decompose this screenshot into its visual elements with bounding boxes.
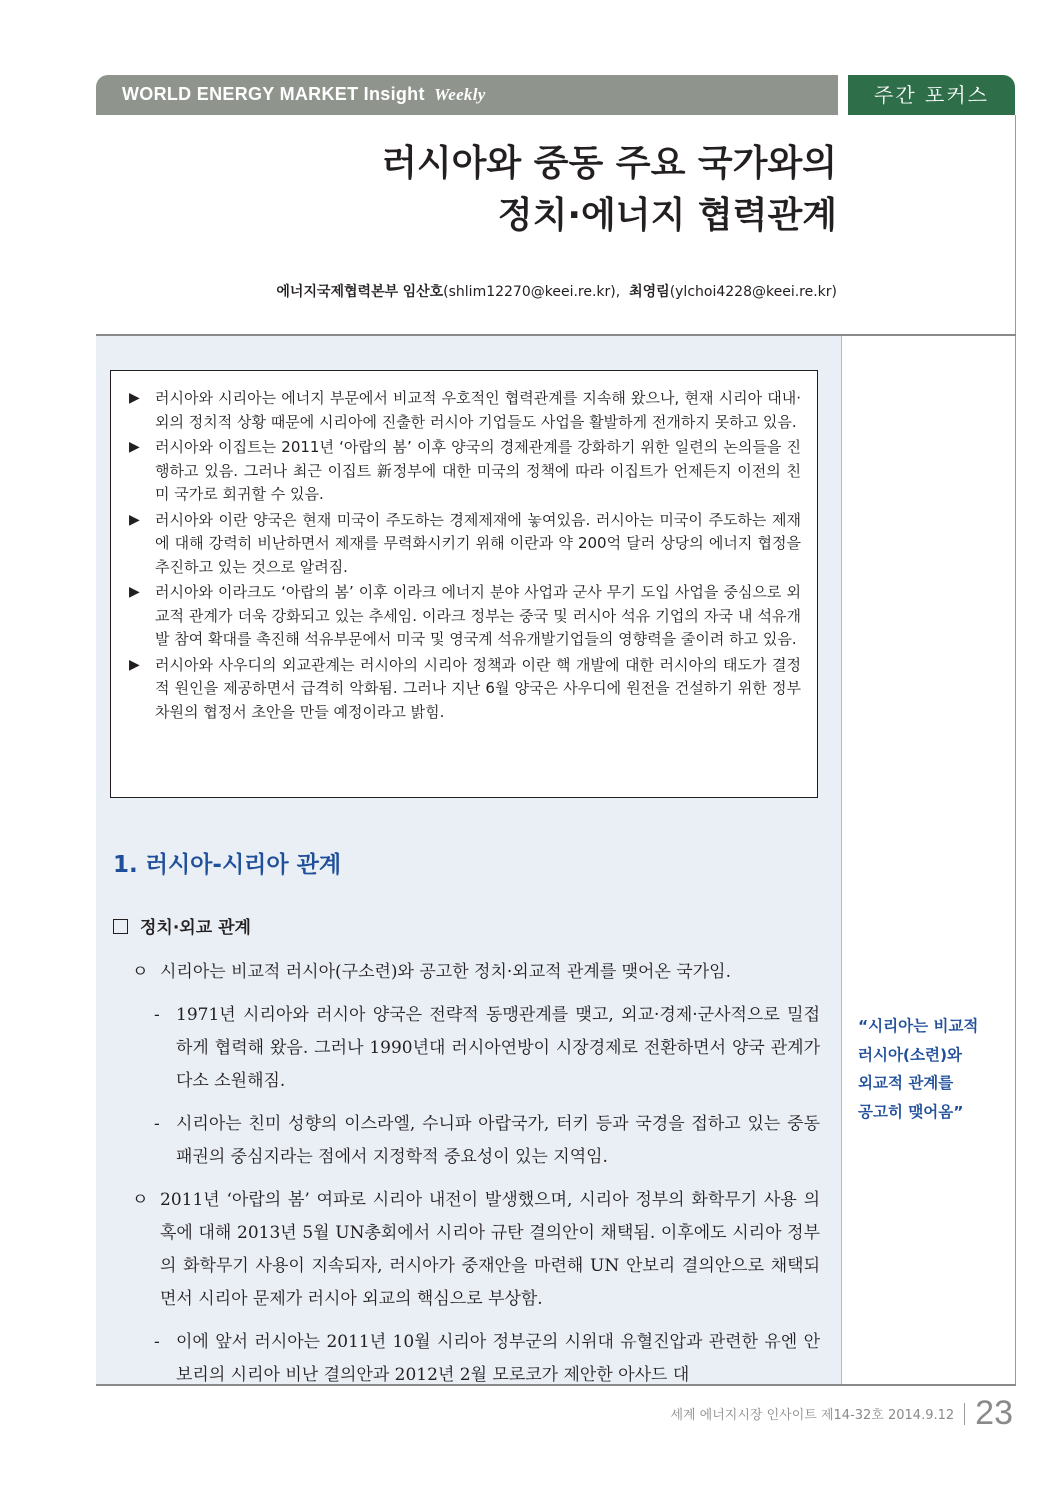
dash-bullet: - — [154, 1332, 160, 1352]
footer-separator — [964, 1403, 965, 1425]
page-footer — [670, 1394, 1013, 1433]
summary-item — [129, 436, 801, 507]
column-divider — [841, 336, 842, 1385]
dash-bullet: - — [154, 1005, 160, 1025]
body-subparagraph — [132, 1108, 820, 1174]
body-paragraph — [132, 956, 820, 989]
paragraph-text: 2011년 ‘아랍의 봄’ 여파로 시리아 내전이 발생했으며, 시리아 정부의 화학무기 사용 의혹에 대해 2013년 5월 UN총회에서 시리아 규탄 결의안이 채택됨. 이후에도 시리아 정부의 화학무기 사용이 지속되자, 러시아가 중재안을 마련해 UN 안보리 결의안으로 채택되면서 시리아 문제가 러시아 외교의 핵심으로 부상함. — [160, 1190, 820, 1309]
body-subparagraph — [132, 1326, 820, 1392]
summary-text: 러시아와 시리아는 에너지 부문에서 비교적 우호적인 협력관계를 지속해 왔으나, 현재 시리아 대내·외의 정치적 상황 때문에 시리아에 진출한 러시아 기업들도 사업을 활발하게 전개하지 못하고 있음. — [155, 389, 801, 431]
summary-box — [110, 370, 818, 798]
author-line — [276, 281, 837, 301]
author-2-name: 최영림 — [629, 284, 670, 300]
brand-title — [122, 84, 486, 105]
pull-quote-line: 러시아(소련)와 — [858, 1045, 963, 1064]
right-border-rule — [1015, 115, 1016, 1385]
subsection-heading — [113, 913, 251, 938]
summary-item — [129, 654, 801, 725]
bullet-triangle-icon: ▶ — [129, 390, 140, 406]
checkbox-square-icon — [113, 919, 128, 934]
author-department: 에너지국제협력본부 — [276, 284, 399, 300]
body-text — [132, 956, 820, 1402]
subsection-title: 정치·외교 관계 — [140, 918, 251, 938]
paragraph-text: 시리아는 비교적 러시아(구소련)와 공고한 정치·외교적 관계를 맺어온 국가임. — [160, 962, 731, 982]
bullet-triangle-icon: ▶ — [129, 439, 140, 455]
pull-quote-line: “시리아는 비교적 — [858, 1017, 979, 1035]
author-2-email: (ylchoi4228@keei.re.kr) — [669, 284, 837, 300]
paragraph-text: 시리아는 친미 성향의 이스라엘, 수니파 아랍국가, 터키 등과 국경을 접하고 있는 중동 패권의 중심지라는 점에서 지정학적 중요성이 있는 지역임. — [176, 1114, 820, 1167]
author-1-email: (shlim12270@keei.re.kr), — [443, 284, 621, 300]
circle-bullet-icon: ㅇ — [132, 962, 149, 982]
page-number: 23 — [975, 1394, 1013, 1432]
paragraph-text: 이에 앞서 러시아는 2011년 10월 시리아 정부군의 시위대 유혈진압과 관련한 유엔 안보리의 시리아 비난 결의안과 2012년 2월 모로코가 제안한 아사드 대 — [176, 1332, 820, 1385]
summary-text: 러시아와 이라크도 ‘아랍의 봄’ 이후 이라크 에너지 분야 사업과 군사 무기 도입 사업을 중심으로 외교적 관계가 더욱 강화되고 있는 추세임. 이라크 정부는 중국 및 러시아 석유 기업의 자국 내 석유개발 참여 확대를 촉진해 석유부문에서 미국 및 영국계 석유개발기업들의 영향력을 줄이려 하고 있음. — [155, 583, 801, 648]
section-heading: 1. 러시아-시리아 관계 — [113, 852, 342, 878]
pull-quote-line: 외교적 관계를 — [858, 1074, 954, 1092]
circle-bullet-icon: ㅇ — [132, 1190, 149, 1210]
title-line-1: 러시아와 중동 주요 국가와의 — [382, 143, 837, 184]
section-tab: 주간 포커스 — [848, 75, 1015, 115]
dash-bullet: - — [154, 1114, 160, 1134]
brand-name: WORLD ENERGY MARKET Insight — [122, 84, 425, 104]
pull-quote-line: 공고히 맺어옴” — [858, 1102, 964, 1121]
author-1-name: 임산호 — [402, 284, 444, 300]
bullet-triangle-icon: ▶ — [129, 656, 140, 673]
summary-item — [129, 581, 801, 652]
body-subparagraph — [132, 999, 820, 1098]
paragraph-text: 1971년 시리아와 러시아 양국은 전략적 동맹관계를 맺고, 외교·경제·군사적으로 밀접하게 협력해 왔음. 그러나 1990년대 러시아연방이 시장경제로 전환하면서 양국 관계가 다소 소원해짐. — [176, 1005, 820, 1091]
brand-suffix: Weekly — [434, 85, 486, 104]
title-line-2: 정치·에너지 협력관계 — [497, 195, 837, 236]
article-title — [382, 138, 837, 242]
bullet-triangle-icon: ▶ — [129, 584, 140, 600]
bullet-triangle-icon: ▶ — [129, 511, 140, 528]
pull-quote — [858, 1012, 1008, 1126]
header-bar — [96, 75, 838, 115]
publication-info: 세계 에너지시장 인사이트 제14-32호 2014.9.12 — [670, 1408, 955, 1423]
body-paragraph — [132, 1184, 820, 1316]
summary-text: 러시아와 사우디의 외교관계는 러시아의 시리아 정책과 이란 핵 개발에 대한 러시아의 태도가 결정적 원인을 제공하면서 급격히 악화됨. 그러나 지난 6월 양국은 사우디에 원전을 건설하기 위한 정부 차원의 협정서 초안을 만들 예정이라고 밝힘. — [155, 655, 801, 721]
summary-text: 러시아와 이란 양국은 현재 미국이 주도하는 경제제재에 놓여있음. 러시아는 미국이 주도하는 제재에 대해 강력히 비난하면서 제재를 무력화시키기 위해 이란과 약 200억 달러 상당의 에너지 협정을 추진하고 있는 것으로 알려짐. — [155, 510, 801, 576]
summary-text: 러시아와 이집트는 2011년 ‘아랍의 봄’ 이후 양국의 경제관계를 강화하기 위한 일련의 논의들을 진행하고 있음. 그러나 최근 이집트 新정부에 대한 미국의 정책에 따라 이집트가 언제든지 이전의 친미 국가로 회귀할 수 있음. — [155, 438, 801, 503]
summary-item — [129, 387, 801, 434]
summary-item — [129, 509, 801, 580]
